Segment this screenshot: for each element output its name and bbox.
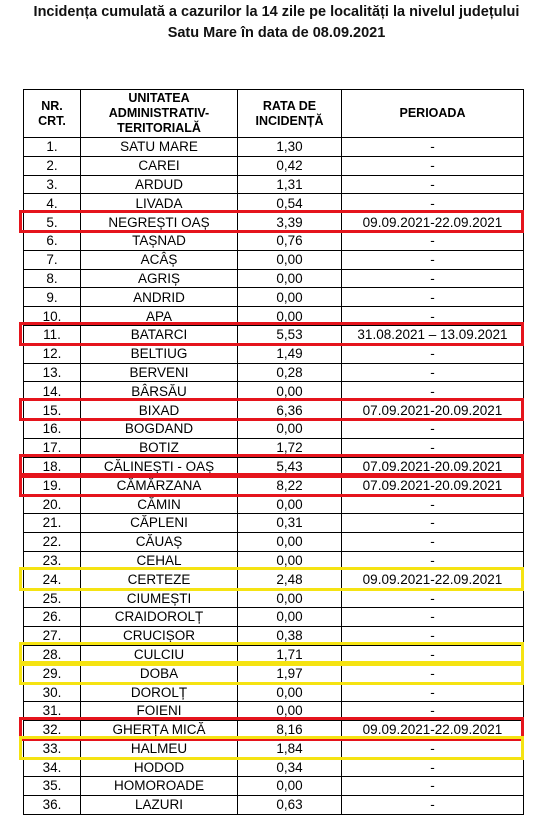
- cell-rate: 8,22: [238, 476, 342, 495]
- table-row: [24, 664, 524, 683]
- cell-rate: 5,53: [238, 325, 342, 344]
- table-row: [24, 701, 524, 720]
- cell-unit: CĂLINEȘTI - OAȘ: [81, 457, 238, 476]
- table-row: [24, 626, 524, 645]
- cell-nr: 19.: [24, 476, 81, 495]
- cell-unit: BÂRSĂU: [81, 382, 238, 401]
- cell-period: -: [342, 607, 524, 626]
- cell-nr: 26.: [24, 607, 81, 626]
- cell-period: -: [342, 645, 524, 664]
- table-body: [24, 138, 524, 815]
- cell-nr: 31.: [24, 701, 81, 720]
- cell-unit: BOTIZ: [81, 438, 238, 457]
- cell-unit: ANDRID: [81, 288, 238, 307]
- cell-unit: CEHAL: [81, 551, 238, 570]
- table-row: [24, 138, 524, 157]
- cell-period: -: [342, 795, 524, 814]
- cell-rate: 0,28: [238, 363, 342, 382]
- table-header-row: [24, 90, 524, 138]
- cell-rate: 0,00: [238, 683, 342, 702]
- table-row: [24, 607, 524, 626]
- incidence-table: [23, 89, 524, 815]
- cell-period: -: [342, 156, 524, 175]
- cell-nr: 28.: [24, 645, 81, 664]
- cell-unit: CĂPLENI: [81, 513, 238, 532]
- table-row: [24, 551, 524, 570]
- table-row: [24, 231, 524, 250]
- cell-rate: 1,84: [238, 739, 342, 758]
- table-row: [24, 739, 524, 758]
- cell-period: -: [342, 777, 524, 796]
- cell-rate: 0,00: [238, 269, 342, 288]
- cell-period: -: [342, 701, 524, 720]
- header-nr: NR. CRT.: [24, 90, 81, 138]
- cell-unit: APA: [81, 307, 238, 326]
- cell-unit: ARDUD: [81, 175, 238, 194]
- cell-rate: 0,38: [238, 626, 342, 645]
- header-period: PERIOADA: [342, 90, 524, 138]
- table-row: [24, 401, 524, 420]
- cell-period: 07.09.2021-20.09.2021: [342, 476, 524, 495]
- cell-unit: GHERȚA MICĂ: [81, 720, 238, 739]
- cell-nr: 4.: [24, 194, 81, 213]
- cell-nr: 14.: [24, 382, 81, 401]
- table-row: [24, 325, 524, 344]
- cell-period: -: [342, 739, 524, 758]
- cell-unit: SATU MARE: [81, 138, 238, 157]
- cell-nr: 15.: [24, 401, 81, 420]
- table-row: [24, 250, 524, 269]
- table-row: [24, 363, 524, 382]
- cell-period: -: [342, 175, 524, 194]
- cell-rate: 1,71: [238, 645, 342, 664]
- cell-period: -: [342, 513, 524, 532]
- cell-period: 09.09.2021-22.09.2021: [342, 720, 524, 739]
- cell-rate: 0,63: [238, 795, 342, 814]
- cell-rate: 1,49: [238, 344, 342, 363]
- page-title: [0, 2, 553, 44]
- cell-period: -: [342, 664, 524, 683]
- cell-nr: 24.: [24, 570, 81, 589]
- cell-rate: 0,00: [238, 250, 342, 269]
- cell-rate: 0,42: [238, 156, 342, 175]
- header-unit: UNITATEA ADMINISTRATIV- TERITORIALĂ: [81, 90, 238, 138]
- cell-unit: NEGREȘTI OAȘ: [81, 213, 238, 232]
- cell-nr: 35.: [24, 777, 81, 796]
- cell-nr: 2.: [24, 156, 81, 175]
- table-row: [24, 194, 524, 213]
- cell-rate: 1,72: [238, 438, 342, 457]
- cell-period: -: [342, 551, 524, 570]
- cell-nr: 13.: [24, 363, 81, 382]
- cell-nr: 29.: [24, 664, 81, 683]
- cell-unit: LIVADA: [81, 194, 238, 213]
- cell-rate: 0,00: [238, 777, 342, 796]
- cell-unit: BOGDAND: [81, 419, 238, 438]
- cell-unit: HALMEU: [81, 739, 238, 758]
- cell-unit: TAȘNAD: [81, 231, 238, 250]
- table-row: [24, 683, 524, 702]
- cell-nr: 21.: [24, 513, 81, 532]
- cell-unit: CĂMIN: [81, 495, 238, 514]
- cell-period: -: [342, 269, 524, 288]
- cell-rate: 5,43: [238, 457, 342, 476]
- cell-rate: 0,76: [238, 231, 342, 250]
- cell-nr: 30.: [24, 683, 81, 702]
- cell-rate: 0,31: [238, 513, 342, 532]
- cell-period: 07.09.2021-20.09.2021: [342, 457, 524, 476]
- table-row: [24, 438, 524, 457]
- cell-rate: 0,00: [238, 495, 342, 514]
- cell-rate: 2,48: [238, 570, 342, 589]
- cell-rate: 0,00: [238, 589, 342, 608]
- table-row: [24, 532, 524, 551]
- cell-period: -: [342, 683, 524, 702]
- cell-nr: 22.: [24, 532, 81, 551]
- table-row: [24, 513, 524, 532]
- table-row: [24, 795, 524, 814]
- cell-nr: 6.: [24, 231, 81, 250]
- cell-period: -: [342, 138, 524, 157]
- table-row: [24, 307, 524, 326]
- cell-unit: BERVENI: [81, 363, 238, 382]
- cell-period: -: [342, 382, 524, 401]
- table-row: [24, 344, 524, 363]
- cell-period: -: [342, 758, 524, 777]
- cell-rate: 0,00: [238, 532, 342, 551]
- cell-period: -: [342, 307, 524, 326]
- title-line-1: Incidența cumulată a cazurilor la 14 zile pe localități la nivelul județului: [33, 4, 520, 20]
- cell-rate: 1,97: [238, 664, 342, 683]
- table-row: [24, 476, 524, 495]
- cell-nr: 20.: [24, 495, 81, 514]
- cell-period: 09.09.2021-22.09.2021: [342, 570, 524, 589]
- cell-nr: 8.: [24, 269, 81, 288]
- cell-rate: 0,00: [238, 419, 342, 438]
- cell-period: 07.09.2021-20.09.2021: [342, 401, 524, 420]
- title-line-2: Satu Mare în data de 08.09.2021: [167, 25, 386, 41]
- cell-rate: 0,00: [238, 607, 342, 626]
- cell-nr: 16.: [24, 419, 81, 438]
- cell-nr: 5.: [24, 213, 81, 232]
- table-row: [24, 758, 524, 777]
- cell-unit: CRUCIȘOR: [81, 626, 238, 645]
- cell-period: -: [342, 438, 524, 457]
- cell-nr: 7.: [24, 250, 81, 269]
- cell-nr: 33.: [24, 739, 81, 758]
- cell-period: -: [342, 194, 524, 213]
- cell-nr: 17.: [24, 438, 81, 457]
- cell-period: 09.09.2021-22.09.2021: [342, 213, 524, 232]
- cell-unit: HODOD: [81, 758, 238, 777]
- table-row: [24, 777, 524, 796]
- cell-period: -: [342, 589, 524, 608]
- cell-rate: 1,31: [238, 175, 342, 194]
- cell-nr: 25.: [24, 589, 81, 608]
- cell-rate: 1,30: [238, 138, 342, 157]
- cell-unit: FOIENI: [81, 701, 238, 720]
- cell-nr: 32.: [24, 720, 81, 739]
- cell-nr: 11.: [24, 325, 81, 344]
- cell-unit: CIUMEȘTI: [81, 589, 238, 608]
- cell-nr: 34.: [24, 758, 81, 777]
- cell-period: 31.08.2021 – 13.09.2021: [342, 325, 524, 344]
- table-row: [24, 720, 524, 739]
- cell-rate: 3,39: [238, 213, 342, 232]
- cell-nr: 1.: [24, 138, 81, 157]
- table-row: [24, 213, 524, 232]
- cell-period: -: [342, 419, 524, 438]
- cell-unit: CAREI: [81, 156, 238, 175]
- cell-rate: 0,00: [238, 382, 342, 401]
- cell-unit: CERTEZE: [81, 570, 238, 589]
- cell-rate: 0,00: [238, 551, 342, 570]
- cell-unit: BIXAD: [81, 401, 238, 420]
- cell-period: -: [342, 626, 524, 645]
- cell-nr: 18.: [24, 457, 81, 476]
- cell-rate: 0,00: [238, 288, 342, 307]
- header-rate: RATA DE INCIDENȚĂ: [238, 90, 342, 138]
- cell-rate: 0,00: [238, 701, 342, 720]
- cell-unit: CĂUAȘ: [81, 532, 238, 551]
- table-row: [24, 645, 524, 664]
- table-row: [24, 175, 524, 194]
- cell-nr: 36.: [24, 795, 81, 814]
- cell-rate: 0,00: [238, 307, 342, 326]
- table-row: [24, 156, 524, 175]
- cell-rate: 0,34: [238, 758, 342, 777]
- cell-rate: 8,16: [238, 720, 342, 739]
- cell-period: -: [342, 288, 524, 307]
- cell-unit: BATARCI: [81, 325, 238, 344]
- cell-period: -: [342, 231, 524, 250]
- cell-rate: 0,54: [238, 194, 342, 213]
- table-row: [24, 570, 524, 589]
- cell-unit: CRAIDOROLȚ: [81, 607, 238, 626]
- cell-period: -: [342, 495, 524, 514]
- cell-nr: 12.: [24, 344, 81, 363]
- cell-unit: DOBA: [81, 664, 238, 683]
- cell-unit: CĂMĂRZANA: [81, 476, 238, 495]
- cell-unit: HOMOROADE: [81, 777, 238, 796]
- cell-nr: 3.: [24, 175, 81, 194]
- cell-unit: BELTIUG: [81, 344, 238, 363]
- cell-period: -: [342, 532, 524, 551]
- cell-period: -: [342, 344, 524, 363]
- cell-period: -: [342, 250, 524, 269]
- cell-rate: 6,36: [238, 401, 342, 420]
- cell-unit: CULCIU: [81, 645, 238, 664]
- table-row: [24, 419, 524, 438]
- cell-nr: 23.: [24, 551, 81, 570]
- cell-period: -: [342, 363, 524, 382]
- cell-nr: 9.: [24, 288, 81, 307]
- table-row: [24, 288, 524, 307]
- cell-nr: 27.: [24, 626, 81, 645]
- table-row: [24, 269, 524, 288]
- cell-nr: 10.: [24, 307, 81, 326]
- table-row: [24, 457, 524, 476]
- cell-unit: ACÂȘ: [81, 250, 238, 269]
- cell-unit: LAZURI: [81, 795, 238, 814]
- cell-unit: DOROLȚ: [81, 683, 238, 702]
- cell-unit: AGRIȘ: [81, 269, 238, 288]
- table-row: [24, 495, 524, 514]
- table-row: [24, 382, 524, 401]
- table-row: [24, 589, 524, 608]
